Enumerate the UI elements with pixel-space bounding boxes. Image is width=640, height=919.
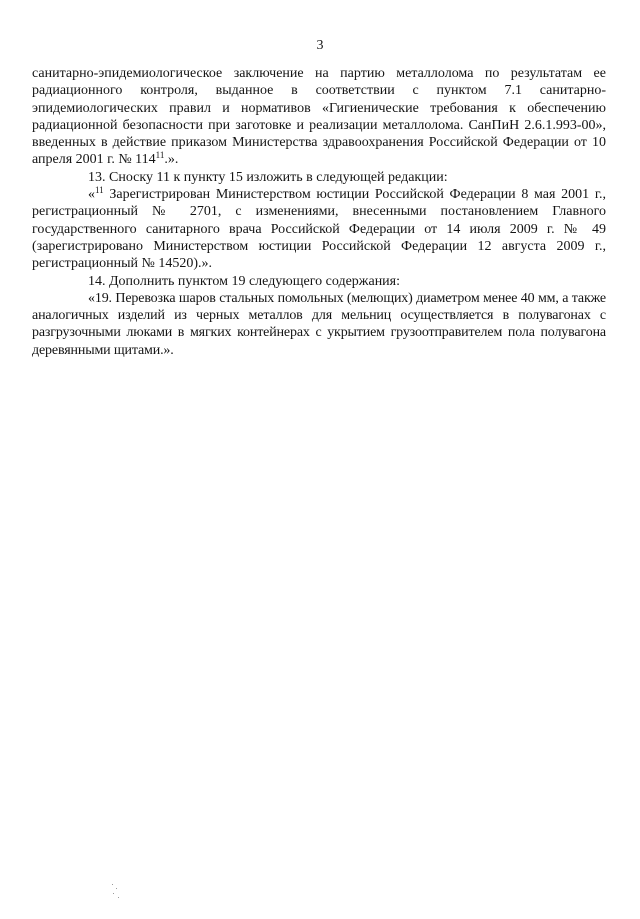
paragraph-text: санитарно-эпидемиологическое заключение на партию металлолома по результатам ее радиационного контроля, выданное в соответствии с пунктом 7.1 санитарно-эпидемиологических правил и нормативов «Гигиенические требования к обеспечению радиационной безопасности при заготовке и реализации металлолома. СанПиН 2.6.1.993-00», введенных в действие приказом Министерства здравоохранения Российской Федерации от 10 апреля 2001 г. № 114	[32, 66, 606, 168]
scan-speck	[116, 888, 117, 889]
paragraph-sanpin-conclusion	[32, 65, 606, 169]
paragraph-text: 14. Дополнить пунктом 19 следующего содержания:	[88, 273, 401, 289]
paragraph-item-13	[32, 169, 606, 186]
scan-speck	[113, 893, 114, 894]
paragraph-text: Зарегистрирован Министерством юстиции Российской Федерации 8 мая 2001 г., регистрационный № 2701, с изменениями, внесенными постановлением Главного государственного санитарного врача Российской Федерации от 14 июля 2009 г. № 49 (зарегистрировано Министерством юстиции Российской Федерации 12 августа 2009 г., регистрационный № 14520).».	[32, 187, 606, 272]
paragraph-footnote-11	[32, 186, 606, 272]
footnote-mark: 11	[95, 185, 104, 196]
footnote-reference: 11	[155, 150, 165, 161]
scan-speck	[118, 897, 119, 898]
page-number: 3	[316, 38, 324, 53]
paragraph-item-19	[32, 290, 606, 359]
paragraph-item-14	[32, 273, 606, 290]
document-body	[32, 65, 606, 359]
opening-quote: «	[88, 187, 95, 203]
paragraph-text: 13. Сноску 11 к пункту 15 изложить в следующей редакции:	[88, 169, 448, 185]
scan-speck	[112, 884, 113, 885]
paragraph-text: «19. Перевозка шаров стальных помольных (мелющих) диаметром менее 40 мм, а также аналогичных изделий из черных металлов для мельниц осуществляется в полувагонах с разгрузочными люками в мягких контейнерах с укрытием грузоотправителем пола полувагона деревянными щитами.».	[32, 290, 606, 358]
paragraph-tail: .».	[164, 152, 179, 168]
